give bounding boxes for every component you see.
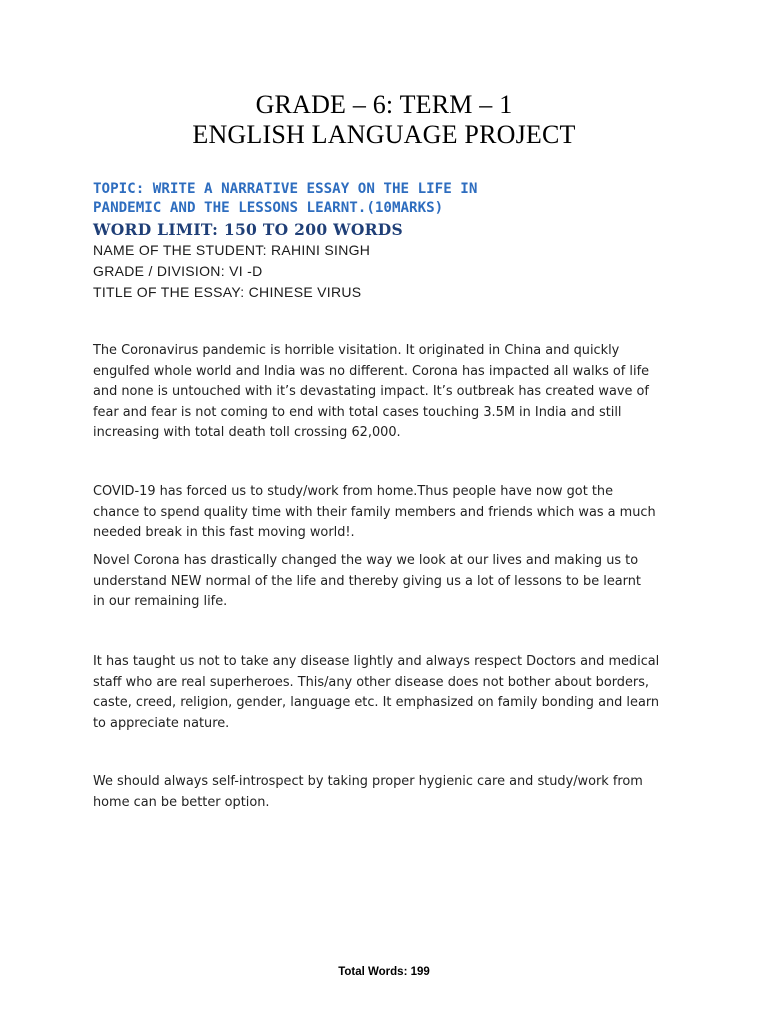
essay-line: home can be better option. xyxy=(93,794,270,810)
essay-paragraph-1 xyxy=(93,341,683,444)
essay-line: caste, creed, religion, gender, language etc. It emphasized on family bonding and learn xyxy=(93,695,660,710)
topic-heading xyxy=(93,180,693,218)
essay-paragraph-5 xyxy=(93,772,683,813)
essay-line: It has taught us not to take any disease lightly and always respect Doctors and medical xyxy=(93,654,660,669)
essay-line: The Coronavirus pandemic is horrible visitation. It originated in China and quickly xyxy=(93,343,620,358)
total-words: Total Words: 199 xyxy=(338,966,430,978)
essay-line: COVID-19 has forced us to study/work from home.Thus people have now got the xyxy=(93,484,614,499)
essay-paragraph-4 xyxy=(93,652,683,734)
student-name: NAME OF THE STUDENT: RAHINI SINGH xyxy=(93,242,371,258)
essay-line: and none is untouched with it’s devastating impact. It’s outbreak has created wave of xyxy=(93,384,649,399)
topic-line: PANDEMIC AND THE LESSONS LEARNT.(10MARKS) xyxy=(93,200,444,216)
essay-line: We should always self-introspect by taking proper hygienic care and study/work from xyxy=(93,774,643,789)
essay-line: engulfed whole world and India was no different. Corona has impacted all walks of life xyxy=(93,363,650,379)
essay-paragraph-3 xyxy=(93,551,683,613)
topic-line: TOPIC: WRITE A NARRATIVE ESSAY ON THE LIFE IN xyxy=(93,181,478,197)
essay-line: to appreciate nature. xyxy=(93,715,230,731)
page-title-grade-term: GRADE – 6: TERM – 1 xyxy=(255,90,513,119)
essay-line: Novel Corona has drastically changed the way we look at our lives and making us to xyxy=(93,553,639,568)
essay-line: in our remaining life. xyxy=(93,594,228,609)
essay-title: TITLE OF THE ESSAY: CHINESE VIRUS xyxy=(93,284,362,300)
essay-line: fear and fear is not coming to end with total cases touching 3.5M in India and still xyxy=(93,404,622,420)
essay-line: understand NEW normal of the life and thereby giving us a lot of lessons to be learnt xyxy=(93,573,641,589)
word-limit: WORD LIMIT: 150 TO 200 WORDS xyxy=(93,220,404,239)
grade-division: GRADE / DIVISION: VI -D xyxy=(93,263,263,279)
essay-line: staff who are real superheroes. This/any other disease does not bother about borders, xyxy=(93,674,650,690)
essay-paragraph-2 xyxy=(93,482,683,544)
page-title-project: ENGLISH LANGUAGE PROJECT xyxy=(192,120,576,149)
essay-line: chance to spend quality time with their family members and friends which was a much xyxy=(93,504,656,520)
essay-line: needed break in this fast moving world!. xyxy=(93,525,355,540)
essay-line: increasing with total death toll crossing 62,000. xyxy=(93,425,401,440)
